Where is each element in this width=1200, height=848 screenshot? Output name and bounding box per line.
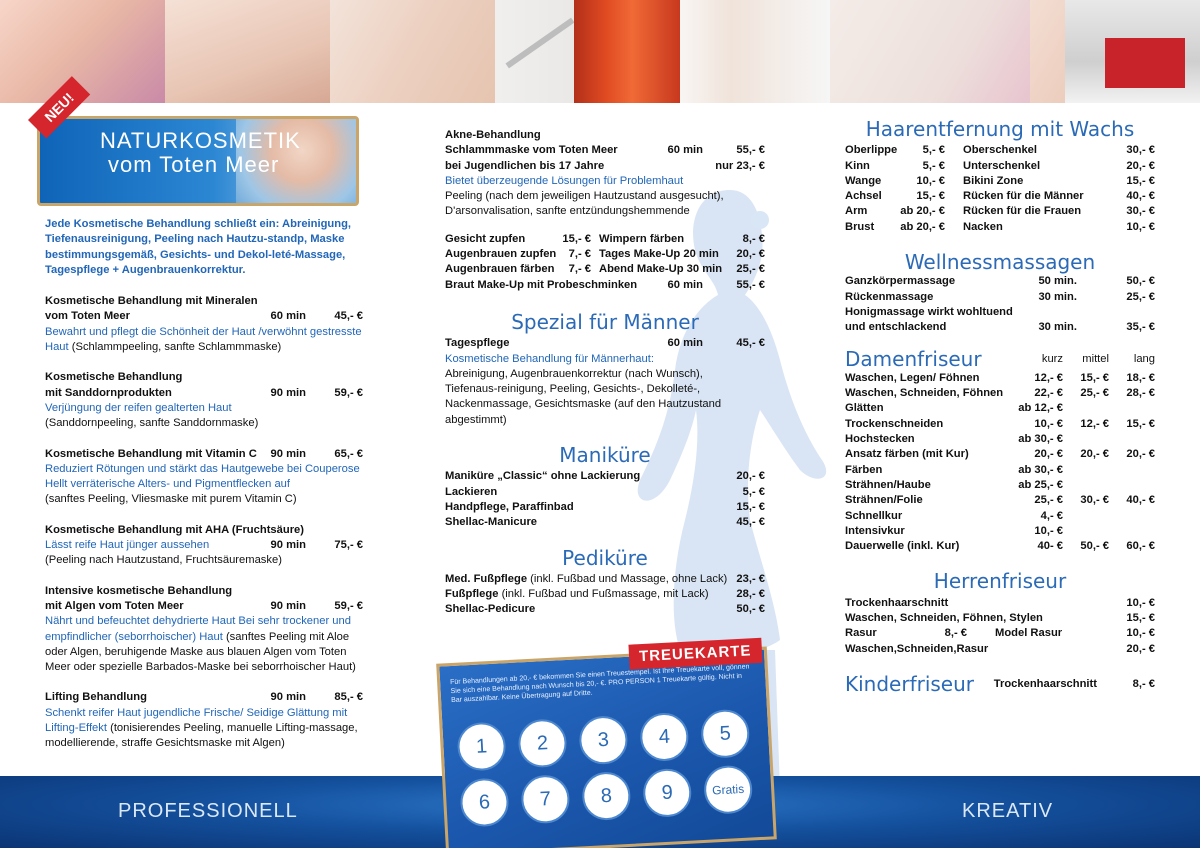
- wachs-item: Nacken: [963, 220, 1003, 233]
- right-column: [845, 117, 1155, 696]
- rasur-item: Rasur: [845, 627, 877, 640]
- manikuere-list: [445, 469, 765, 530]
- price-mittel: 30,- €: [1080, 494, 1109, 507]
- middle-column: [445, 128, 765, 618]
- list-item: [445, 469, 765, 484]
- price-mittel: 50,- €: [1080, 540, 1109, 553]
- wachs-item: Oberlippe: [845, 144, 898, 157]
- table-row: [845, 386, 1155, 401]
- makeup-item: Gesicht zupfen: [445, 232, 526, 245]
- list-item: [445, 572, 765, 587]
- damen-item: Schnellkur: [845, 509, 903, 522]
- price-lang: 20,- €: [1126, 448, 1155, 461]
- herren-price: 15,- €: [1126, 612, 1155, 625]
- wellness-price: 50,- €: [1126, 275, 1155, 288]
- makeup-price: 20,- €: [736, 248, 765, 261]
- makeup-section: [445, 232, 765, 293]
- price-mittel: 25,- €: [1080, 387, 1109, 400]
- makeup-price: 7,- €: [568, 248, 591, 261]
- herren-item: Waschen,Schneiden,Rasur: [845, 642, 989, 655]
- makeup-item: Augenbrauen färben: [445, 263, 555, 276]
- maenner-title: Tagespflege: [445, 337, 510, 350]
- price-kurz: 20,- €: [1034, 448, 1063, 461]
- makeup-item: Augenbrauen zupfen: [445, 248, 557, 261]
- intro-text: Jede Kosmetische Behandlung schließt ein: Abreinigung, Tiefenausreinigung, Peeling nach Hautzu-standp, Maske bestimmungsgemäß, Gesichts- und Dekol-leté-Massage, Tagespflege + Augenbrauenkorrektur.: [45, 218, 352, 276]
- wachs-price: ab 20,- €: [900, 220, 945, 233]
- item-price: 15,- €: [736, 500, 765, 513]
- wellness-time: 30 min.: [1038, 290, 1077, 303]
- treatment-item-5: [45, 584, 363, 676]
- price-kurz: 10,- €: [1034, 524, 1063, 537]
- rasur-price: 8,- €: [944, 627, 967, 640]
- list-item: [445, 485, 765, 500]
- loyalty-card: [436, 642, 777, 848]
- damen-item: Intensivkur: [845, 524, 905, 537]
- heading-maenner: Spezial für Männer: [511, 309, 699, 334]
- list-item: [445, 587, 765, 602]
- wachs-price: 30,- €: [1126, 205, 1155, 218]
- treatment-price: 59,- €: [334, 599, 363, 612]
- kinder-price: 8,- €: [1132, 677, 1155, 690]
- kinder-section: [845, 671, 1155, 696]
- maenner-time: 60 min: [667, 337, 703, 350]
- makeup-item: Abend Make-Up: [599, 263, 684, 276]
- naturkosmetik-banner: [37, 116, 359, 206]
- treatment-desc: (sanftes Peeling, Vliesmaske mit purem Vitamin C): [45, 493, 297, 506]
- herren-price: 20,- €: [1126, 642, 1155, 655]
- wachs-item: Kinn: [845, 159, 870, 172]
- price-kurz: ab 25,- €: [1018, 478, 1063, 491]
- col-mittel: mittel: [1082, 352, 1109, 365]
- price-kurz: ab 30,- €: [1018, 433, 1063, 446]
- stamp-4: 4: [639, 712, 689, 762]
- stamp-5: 5: [700, 709, 750, 759]
- heading-wachs: Haarentfernung mit Wachs: [865, 117, 1135, 141]
- photo-massage: [330, 0, 495, 103]
- herren-price: 10,- €: [1126, 596, 1155, 609]
- stamp-9: 9: [642, 768, 692, 818]
- wachs-price: 10,- €: [1126, 220, 1155, 233]
- stamp-1: 1: [456, 721, 506, 771]
- herren-list: [845, 596, 1155, 657]
- treatment-title-2: vom Toten Meer: [45, 310, 130, 323]
- akne-desc: Peeling (nach dem jeweiligen Hautzustand ausgesucht), D'arsonvalisation, sanfte entzündungshemmende: [445, 190, 724, 218]
- item-name: Fußpflege: [445, 588, 499, 601]
- akne-title: Akne-Behandlung: [445, 129, 541, 141]
- damen-header: [845, 346, 1155, 371]
- wachs-item: Oberschenkel: [963, 144, 1037, 157]
- damen-item: Waschen, Schneiden, Föhnen: [845, 387, 1004, 400]
- herren-item: Trockenhaarschnitt: [845, 596, 949, 609]
- damen-table: [845, 371, 1155, 555]
- list-item: [445, 515, 765, 530]
- item-price: 23,- €: [736, 572, 765, 585]
- banner-line-2: vom Toten Meer: [108, 152, 280, 177]
- price-kurz: ab 30,- €: [1018, 463, 1063, 476]
- table-row: [845, 371, 1155, 386]
- wachs-item: Rücken für die Frauen: [963, 205, 1082, 218]
- makeup-price: 7,- €: [568, 263, 591, 276]
- stamp-2: 2: [517, 718, 567, 768]
- photo-device: [1065, 0, 1200, 103]
- wachs-price: 20,- €: [1126, 159, 1155, 172]
- wachs-price: 40,- €: [1126, 190, 1155, 203]
- item-name: Maniküre „Classic“ ohne Lackierung: [445, 470, 641, 483]
- treatment-time: 90 min: [270, 386, 306, 399]
- wachs-price: 15,- €: [916, 190, 945, 203]
- wachs-item: Bikini Zone: [963, 174, 1024, 187]
- stamp-3: 3: [578, 715, 628, 765]
- braut-time: 60 min: [667, 278, 703, 291]
- price-kurz: 10,- €: [1034, 417, 1063, 430]
- stamp-8: 8: [581, 771, 631, 821]
- table-row: [845, 417, 1155, 432]
- list-item: [845, 626, 1155, 641]
- wachs-item: Rücken für die Männer: [963, 190, 1084, 203]
- wellness-item: Rückenmassage: [845, 290, 934, 303]
- damen-item: Glätten: [845, 402, 884, 415]
- makeup-price: 8,- €: [742, 232, 765, 245]
- wellness-price: 25,- €: [1126, 290, 1155, 303]
- item-price: 5,- €: [742, 485, 765, 498]
- left-column: [45, 217, 363, 752]
- pedikuere-list: [445, 572, 765, 618]
- makeup-time: 20 min: [683, 248, 719, 261]
- maenner-price: 45,- €: [736, 337, 765, 350]
- banner-title: [100, 129, 301, 177]
- heading-pedikuere: Pediküre: [562, 545, 648, 570]
- akne-price-youth: nur 23,- €: [715, 159, 765, 172]
- braut-makeup: Braut Make-Up mit Probeschminken: [445, 278, 638, 291]
- wachs-price: 15,- €: [1126, 174, 1155, 187]
- col-lang: lang: [1133, 352, 1155, 365]
- item-note: (inkl. Fußbad und Fußmassage, mit Lack): [501, 588, 709, 601]
- model-rasur-item: Model Rasur: [995, 627, 1063, 640]
- price-lang: 40,- €: [1126, 494, 1155, 507]
- price-kurz: 4,- €: [1040, 509, 1063, 522]
- list-item: [845, 611, 1155, 626]
- akne-line-2: bei Jugendlichen bis 17 Jahre: [445, 159, 605, 172]
- damen-item: Färben: [845, 463, 883, 476]
- col-kurz: kurz: [1041, 352, 1063, 365]
- footer-kreativ: KREATIV: [962, 800, 1054, 822]
- price-mittel: [1063, 524, 1109, 539]
- wellness-item: Ganzkörpermassage: [845, 275, 956, 288]
- price-mittel: 12,- €: [1080, 417, 1109, 430]
- treatment-price: 85,- €: [334, 691, 363, 704]
- wellness-time: 50 min.: [1038, 275, 1077, 288]
- treatment-title: Lifting Behandlung: [45, 691, 147, 704]
- treatment-benefit: Verjüngung der reifen gealterten Haut: [45, 401, 232, 414]
- treatment-item-2: [45, 370, 363, 431]
- device-screen: [1105, 38, 1185, 88]
- table-row: [845, 447, 1155, 462]
- treatment-benefit: Nährt und befeuchtet dehydrierte Haut Bei sehr trockener und empfindlicher (seborrhoischer) Haut: [45, 615, 351, 643]
- treatment-price: 59,- €: [334, 386, 363, 399]
- wachs-left: [845, 143, 945, 235]
- photo-spa-woman: [830, 0, 1030, 103]
- item-price: 45,- €: [736, 516, 765, 529]
- price-lang: [1109, 509, 1155, 524]
- wachs-price: ab 20,- €: [900, 205, 945, 218]
- table-row: [845, 432, 1155, 447]
- wachs-price: 10,- €: [916, 174, 945, 187]
- treatment-title: Kosmetische Behandlung mit Vitamin C: [45, 447, 257, 460]
- damen-item: Waschen, Legen/ Föhnen: [845, 371, 980, 384]
- model-rasur-price: 10,- €: [1126, 627, 1155, 640]
- price-kurz: 22,- €: [1034, 387, 1063, 400]
- maenner-section: [445, 336, 765, 428]
- treatment-desc: (Schlammpeeling, sanfte Schlammmaske): [71, 341, 282, 354]
- wachs-price: 30,- €: [1126, 144, 1155, 157]
- treatment-item-3: [45, 447, 363, 508]
- table-row: [845, 493, 1155, 508]
- item-name: Handpflege, Paraffinbad: [445, 500, 574, 513]
- list-item: [845, 596, 1155, 611]
- treatment-time: 90 min: [270, 447, 306, 460]
- treatment-time: 90 min: [270, 539, 306, 552]
- new-badge: NEU!: [28, 76, 90, 138]
- table-row: [845, 524, 1155, 539]
- heading-damen: Damenfriseur: [845, 346, 982, 371]
- damen-item: Trockenschneiden: [845, 417, 944, 430]
- heading-manikuere: Maniküre: [559, 443, 651, 468]
- treatment-benefit: Lässt reife Haut jünger aussehen: [45, 539, 210, 552]
- maenner-benefit: Kosmetische Behandlung für Männerhaut:: [445, 352, 654, 365]
- price-lang: [1109, 401, 1155, 416]
- loyalty-card-text: Für Behandlungen ab 20,- € bekommen Sie einen Treuestempel. Ist Ihre Treuekarte voll, gönnen Sie sich eine Behandlung nach Wunsch bis 20,- €. PRO PERSON 1 Treuekarte gültig. Nicht in Bar auszahlbar. Keine Übertragung auf Dritte.: [449, 663, 750, 705]
- item-price: 50,- €: [736, 603, 765, 616]
- treatment-item-4: [45, 523, 363, 569]
- treatment-desc: (sanftes Peeling mit Aloe oder Algen, beruhigende Maske aus blauen Algen vom Toten Meer oder spezielle Barbados-Maske bei seborrhoischer Haut): [45, 630, 356, 674]
- footer-professionell: PROFESSIONELL: [118, 800, 298, 822]
- price-lang: 28,- €: [1126, 387, 1155, 400]
- list-item: [445, 602, 765, 617]
- makeup-price: 15,- €: [562, 232, 591, 245]
- wachs-item: Brust: [845, 220, 875, 233]
- treatment-desc: (Peeling nach Hautzustand, Fruchtsäuremaske): [45, 554, 282, 567]
- price-lang: [1109, 432, 1155, 447]
- item-note: (inkl. Fußbad und Massage, ohne Lack): [530, 572, 728, 585]
- price-lang: 18,- €: [1126, 371, 1155, 384]
- akne-section: [445, 128, 765, 220]
- photo-red-hair: [574, 0, 680, 103]
- treatment-title-2: mit Sanddornprodukten: [45, 386, 172, 399]
- stamp-6: 6: [459, 777, 509, 827]
- wachs-item: Wange: [845, 174, 882, 187]
- treatment-time: 60 min: [270, 310, 306, 323]
- price-mittel: [1063, 478, 1109, 493]
- treatment-time: 90 min: [270, 599, 306, 612]
- item-price: 20,- €: [736, 470, 765, 483]
- item-name: Lackieren: [445, 485, 498, 498]
- treatment-benefit: Schenkt reifer Haut jugendliche Frische/ Seidige Glättung mit Lifting-Effekt: [45, 706, 348, 735]
- item-name: Shellac-Pedicure: [445, 603, 536, 616]
- stamp-gratis: Gratis: [703, 764, 753, 814]
- table-row: [845, 539, 1155, 554]
- treatment-item-1: [45, 294, 363, 355]
- treatment-title: Kosmetische Behandlung: [45, 371, 183, 384]
- treatment-title: Kosmetische Behandlung mit Mineralen: [45, 295, 258, 308]
- akne-line-1: Schlammmaske vom Toten Meer: [445, 144, 618, 157]
- item-name: Shellac-Manicure: [445, 516, 538, 529]
- heading-wellness: Wellnessmassagen: [904, 250, 1096, 275]
- table-row: [845, 478, 1155, 493]
- makeup-item: Tages Make-Up: [599, 248, 681, 261]
- wachs-table: [845, 143, 1155, 235]
- damen-item: Ansatz färben (mit Kur): [845, 448, 969, 461]
- treatment-desc: (tonisierendes Peeling, manuelle Lifting-massage, modellierende, straffe Gesichtsmaske mit Algen): [45, 722, 358, 750]
- heading-herren: Herrenfriseur: [933, 569, 1067, 594]
- kinder-item: Trockenhaarschnitt: [993, 677, 1097, 690]
- price-lang: [1109, 463, 1155, 478]
- treatment-time: 90 min: [270, 691, 306, 704]
- makeup-item: Wimpern färben: [599, 232, 685, 245]
- price-mittel: [1063, 509, 1109, 524]
- wellness-list: [845, 274, 1155, 335]
- makeup-price: 25,- €: [736, 263, 765, 276]
- list-item: [845, 642, 1155, 657]
- damen-item: Hochstecken: [845, 433, 915, 446]
- wellness-time: 30 min.: [1038, 321, 1077, 334]
- photo-scissors: [665, 0, 830, 103]
- price-mittel: [1063, 401, 1109, 416]
- wachs-price: 5,- €: [922, 159, 945, 172]
- price-kurz: 12,- €: [1034, 371, 1063, 384]
- wellness-price: 35,- €: [1126, 321, 1155, 334]
- banner-line-1: NATURKOSMETIK: [100, 128, 301, 153]
- table-row: [845, 463, 1155, 478]
- price-kurz: ab 12,- €: [1018, 402, 1063, 415]
- price-lang: 15,- €: [1126, 417, 1155, 430]
- price-lang: 60,- €: [1126, 540, 1155, 553]
- wachs-right: [963, 143, 1155, 235]
- item-name: Med. Fußpflege: [445, 572, 528, 585]
- treatment-price: 75,- €: [334, 539, 363, 552]
- treatment-benefit: Bewahrt und pflegt die Schönheit der Haut /verwöhnt gestresste Haut: [45, 325, 362, 354]
- makeup-time: 30 min: [686, 263, 723, 276]
- treatment-title-2: mit Algen vom Toten Meer: [45, 599, 184, 612]
- price-mittel: [1063, 432, 1109, 447]
- price-mittel: 15,- €: [1080, 371, 1109, 384]
- treatment-title: Kosmetische Behandlung mit AHA (Fruchtsäure): [45, 523, 304, 536]
- wellness-item: Honigmassage wirkt wohltuend: [845, 305, 1013, 318]
- price-lang: [1109, 524, 1155, 539]
- price-mittel: [1063, 463, 1109, 478]
- loyalty-card-tag: TREUEKARTE: [628, 638, 762, 670]
- stamp-7: 7: [520, 774, 570, 824]
- maenner-desc: Abreinigung, Augenbrauenkorrektur (nach Wunsch), Tiefenaus-reinigung, Peeling, Gesichts-, Dekolleté-, Nackenmassage, Gesichtsmaske (auf den Hautzustand abgestimmt): [445, 367, 722, 426]
- wachs-item: Unterschenkel: [963, 159, 1041, 172]
- treatment-benefit: Reduziert Rötungen und stärkt das Hautgewebe bei Couperose Hellt verräterische Alters- und Pigmentflecken auf: [45, 462, 360, 491]
- treatment-price: 65,- €: [334, 447, 363, 460]
- akne-benefit: Bietet überzeugende Lösungen für Problemhaut: [445, 174, 684, 187]
- table-row: [845, 509, 1155, 524]
- damen-item: Strähnen/Haube: [845, 478, 931, 491]
- table-row: [845, 401, 1155, 416]
- wachs-item: Achsel: [845, 190, 882, 203]
- photo-face-pen: [165, 0, 330, 103]
- herren-item: Waschen, Schneiden, Föhnen, Stylen: [845, 612, 1043, 625]
- braut-price: 55,- €: [736, 278, 765, 291]
- wachs-price: 5,- €: [922, 144, 945, 157]
- price-kurz: 25,- €: [1034, 494, 1063, 507]
- price-lang: [1109, 478, 1155, 493]
- treatment-price: 45,- €: [334, 310, 363, 323]
- treatment-item-6: [45, 690, 363, 751]
- damen-item: Dauerwelle (inkl. Kur): [845, 540, 960, 553]
- akne-price: 55,- €: [736, 144, 765, 157]
- price-mittel: 20,- €: [1080, 448, 1109, 461]
- wachs-item: Arm: [845, 205, 868, 218]
- heading-kinder: Kinderfriseur: [845, 671, 975, 696]
- price-kurz: 40- €: [1037, 540, 1063, 553]
- damen-item: Strähnen/Folie: [845, 494, 923, 507]
- wellness-item: und entschlackend: [845, 321, 947, 334]
- akne-time: 60 min: [667, 144, 703, 157]
- item-price: 28,- €: [736, 588, 765, 601]
- treatment-title: Intensive kosmetische Behandlung: [45, 584, 233, 597]
- treatment-desc: (Sanddornpeeling, sanfte Sanddornmaske): [45, 417, 259, 430]
- list-item: [445, 500, 765, 515]
